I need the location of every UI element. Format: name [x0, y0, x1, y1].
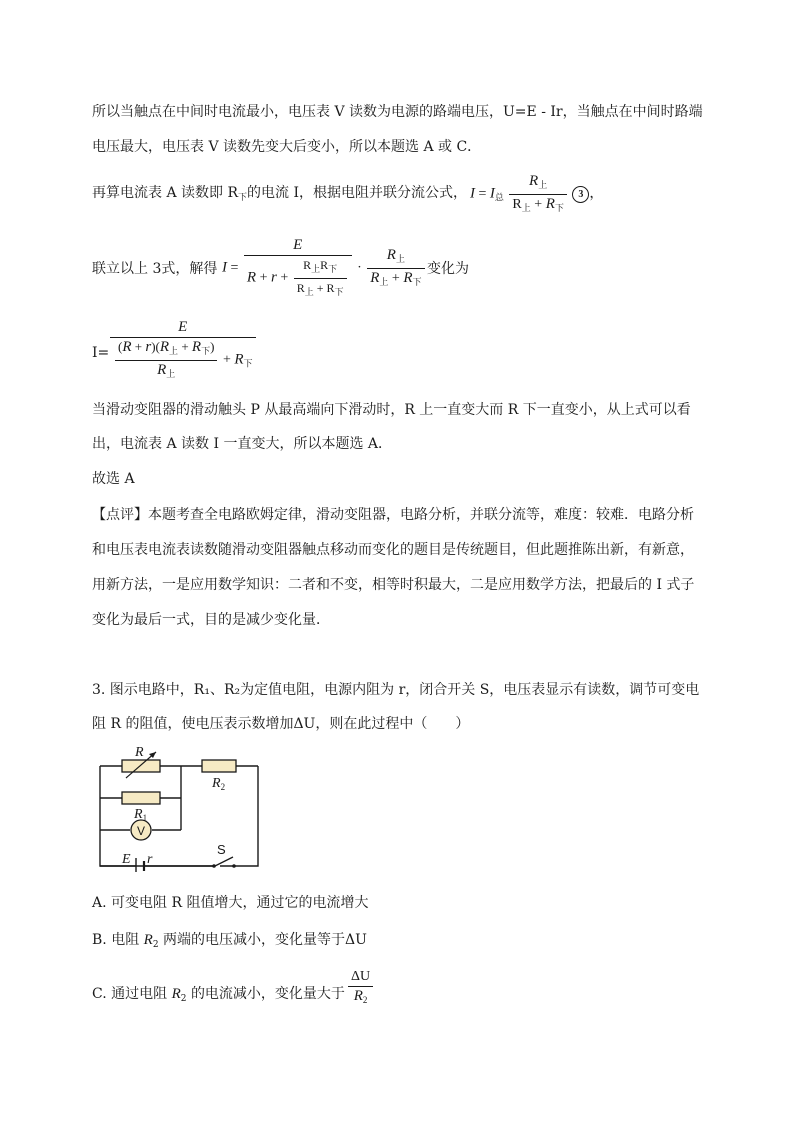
- battery-icon: [136, 858, 144, 872]
- final-formula: E $\frac{(R + r)(R_上 + R_下)}{R_上}$ + $R_下$: [108, 318, 258, 383]
- label-E: E: [122, 852, 131, 867]
- solution-line-4-pre: 联立以上 3式，解得: [92, 261, 218, 277]
- label-R1: $R_1$: [134, 807, 148, 823]
- solution-line-7: 出，电流表 A 读数 I 一直变大，所以本题选 A．: [92, 436, 393, 452]
- line3-sub: 下: [238, 193, 248, 203]
- line3-text-a: 再算电流表 A 读数即 R: [92, 185, 239, 201]
- comment-line-3: 用新方法，一是应用数学知识：二者和不变，相等时积最大，二是应用数学方法，把最后的 I 式子: [92, 577, 695, 593]
- option-b[interactable]: B. 电阻 $R_2$ 两端的电压减小，变化量等于ΔU: [92, 932, 367, 950]
- option-c[interactable]: C. 通过电阻 $R_2$ 的电流减小，变化量大于: [92, 986, 345, 1004]
- label-r: r: [147, 852, 153, 867]
- option-a[interactable]: A. 可变电阻 R 阻值增大，通过它的电流增大: [92, 895, 369, 911]
- solved-formula: I = E R + r + $\frac{R_上R_下}{R_上 + R_下}$ · $\frac{R_上}{R_上 + R_下}$: [222, 236, 427, 301]
- circuit-diagram: [92, 742, 267, 872]
- resistor-R2: [202, 760, 236, 772]
- option-c-fraction: $\frac{\Delta U}{R_2}$: [346, 968, 375, 1009]
- solution-line-8: 故选 A: [92, 471, 135, 487]
- line3-text-b: 的电流 I，根据电阻并联分流公式，: [247, 185, 468, 201]
- label-R2: $R_2$: [212, 776, 226, 792]
- label-S: S: [217, 842, 226, 857]
- solution-line-2: 电压最大，电压表 V 读数先变大后变小，所以本题选 A 或 C．: [92, 139, 482, 155]
- resistor-R1: [122, 792, 160, 804]
- solution-line-4-post: 变化为: [427, 261, 469, 277]
- label-R: R: [135, 745, 144, 760]
- solution-line-3: [92, 183, 467, 208]
- question-line-1: 3. 图示电路中，R₁、R₂为定值电阻，电源内阻为 r，闭合开关 S，电压表显示有读数，调节可变电: [92, 682, 700, 698]
- comment-line-4: 变化为最后一式，目的是减少变化量．: [92, 612, 330, 628]
- comment-line-1: 【点评】本题考查全电路欧姆定律，滑动变阻器，电路分析，并联分流等，难度：较难．电路分析: [92, 507, 694, 523]
- voltmeter-label: V: [136, 824, 146, 838]
- variable-resistor-R: [122, 760, 160, 772]
- comment-line-2: 和电压表电流表读数随滑动变阻器触点移动而变化的题目是传统题目，但此题推陈出新，有新意，: [92, 542, 694, 558]
- circled-three-icon: 3: [572, 186, 589, 203]
- solution-line-1: 所以当触点在中间时电流最小，电压表 V 读数为电源的路端电压，U=E - Ir，当触点在中间时路端: [92, 104, 703, 120]
- question-line-2: 阻 R 的阻值，使电压表示数增加ΔU，则在此过程中（ ）: [92, 716, 470, 732]
- shunt-formula: $I = I_总$ $\frac{R_上}{R_上 + R_下}$ 3 ，: [470, 173, 604, 213]
- solution-line-6: 当滑动变阻器的滑动触头 P 从最高端向下滑动时，R 上一直变大而 R 下一直变小，从上式可以看: [92, 402, 691, 418]
- solution-line-5-pre: I=: [92, 345, 110, 361]
